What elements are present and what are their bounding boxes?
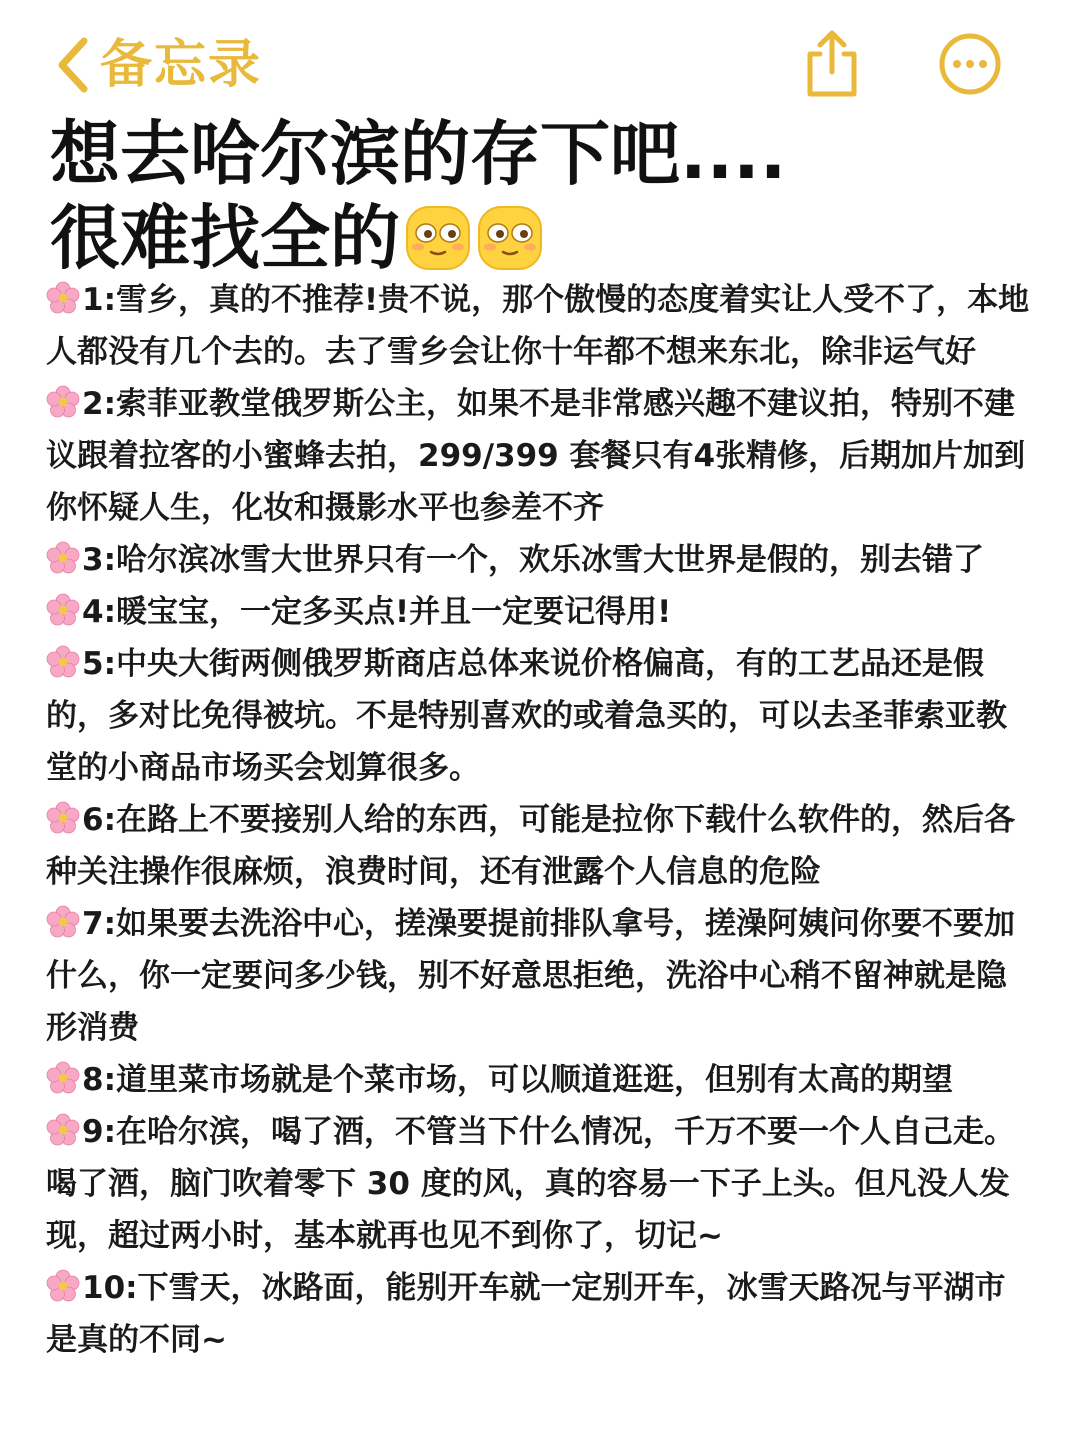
- more-icon[interactable]: [938, 32, 1002, 96]
- tip-item: [46, 1106, 1036, 1262]
- tip-text: 道里菜市场就是个菜市场，可以顺道逛逛，但别有太高的期望: [115, 1062, 953, 1098]
- cherry-blossom-icon: [46, 1061, 80, 1095]
- title-line-1: 想去哈尔滨的存下吧....: [50, 113, 787, 195]
- flushed-face-icon: [404, 204, 472, 272]
- tip-text: 中央大街两侧俄罗斯商店总体来说价格偏高，有的工艺品还是假的，多对比免得被坑。不是特别喜欢的或着急买的，可以去圣菲索亚教堂的小商品市场买会划算很多。: [46, 646, 1007, 786]
- title-line-2: [50, 196, 1050, 280]
- tip-number: 8:: [82, 1062, 116, 1098]
- tip-number: 7:: [82, 906, 116, 942]
- tip-number: 2:: [82, 386, 116, 422]
- tip-number: 5:: [82, 646, 116, 682]
- tip-item: [46, 898, 1036, 1054]
- tip-item: [46, 1262, 1036, 1366]
- cherry-blossom-icon: [46, 385, 80, 419]
- cherry-blossom-icon: [46, 645, 80, 679]
- tip-text: 雪乡，真的不推荐!贵不说，那个傲慢的态度着实让人受不了，本地人都没有几个去的。去了雪乡会让你十年都不想来东北，除非运气好: [46, 282, 1030, 370]
- tip-item: [46, 378, 1036, 534]
- tip-text: 在路上不要接别人给的东西，可能是拉你下载什么软件的，然后各种关注操作很麻烦，浪费时间，还有泄露个人信息的危险: [46, 802, 1015, 890]
- tip-number: 4:: [82, 594, 116, 630]
- share-icon[interactable]: [800, 28, 864, 100]
- tip-text: 下雪天，冰路面，能别开车就一定别开车，冰雪天路况与平湖市是真的不同~: [46, 1270, 1006, 1358]
- flushed-face-icon: [476, 204, 544, 272]
- tip-item: [46, 274, 1036, 378]
- cherry-blossom-icon: [46, 801, 80, 835]
- cherry-blossom-icon: [46, 541, 80, 575]
- tip-number: 10:: [82, 1270, 138, 1306]
- cherry-blossom-icon: [46, 1113, 80, 1147]
- back-button-label: 备忘录: [100, 35, 263, 95]
- tip-number: 3:: [82, 542, 116, 578]
- note-title: [50, 112, 1050, 280]
- tip-number: 1:: [82, 282, 116, 318]
- navigation-bar: [0, 0, 1080, 120]
- chevron-left-icon: [50, 33, 94, 97]
- tip-item: [46, 586, 1036, 638]
- tip-item: [46, 534, 1036, 586]
- tip-text: 索菲亚教堂俄罗斯公主，如果不是非常感兴趣不建议拍，特别不建议跟着拉客的小蜜蜂去拍，299/399 套餐只有4张精修，后期加片加到你怀疑人生，化妆和摄影水平也参差不齐: [46, 386, 1026, 526]
- cherry-blossom-icon: [46, 1269, 80, 1303]
- tip-item: [46, 794, 1036, 898]
- tip-number: 6:: [82, 802, 116, 838]
- tip-number: 9:: [82, 1114, 116, 1150]
- tip-text: 在哈尔滨，喝了酒，不管当下什么情况，千万不要一个人自己走。喝了酒，脑门吹着零下 30 度的风，真的容易一下子上头。但凡没人发现，超过两小时，基本就再也见不到你了，切记~: [46, 1114, 1015, 1254]
- title-line-2-text: 很难找全的: [50, 197, 400, 279]
- tip-item: [46, 638, 1036, 794]
- tip-text: 暖宝宝，一定多买点!并且一定要记得用!: [115, 594, 672, 630]
- cherry-blossom-icon: [46, 593, 80, 627]
- cherry-blossom-icon: [46, 905, 80, 939]
- tip-item: [46, 1054, 1036, 1106]
- back-button[interactable]: [50, 30, 262, 100]
- cherry-blossom-icon: [46, 281, 80, 315]
- note-body: [46, 274, 1036, 1366]
- tip-text: 如果要去洗浴中心，搓澡要提前排队拿号，搓澡阿姨问你要不要加什么，你一定要问多少钱，别不好意思拒绝，洗浴中心稍不留神就是隐形消费: [46, 906, 1015, 1046]
- tip-text: 哈尔滨冰雪大世界只有一个，欢乐冰雪大世界是假的，别去错了: [115, 542, 984, 578]
